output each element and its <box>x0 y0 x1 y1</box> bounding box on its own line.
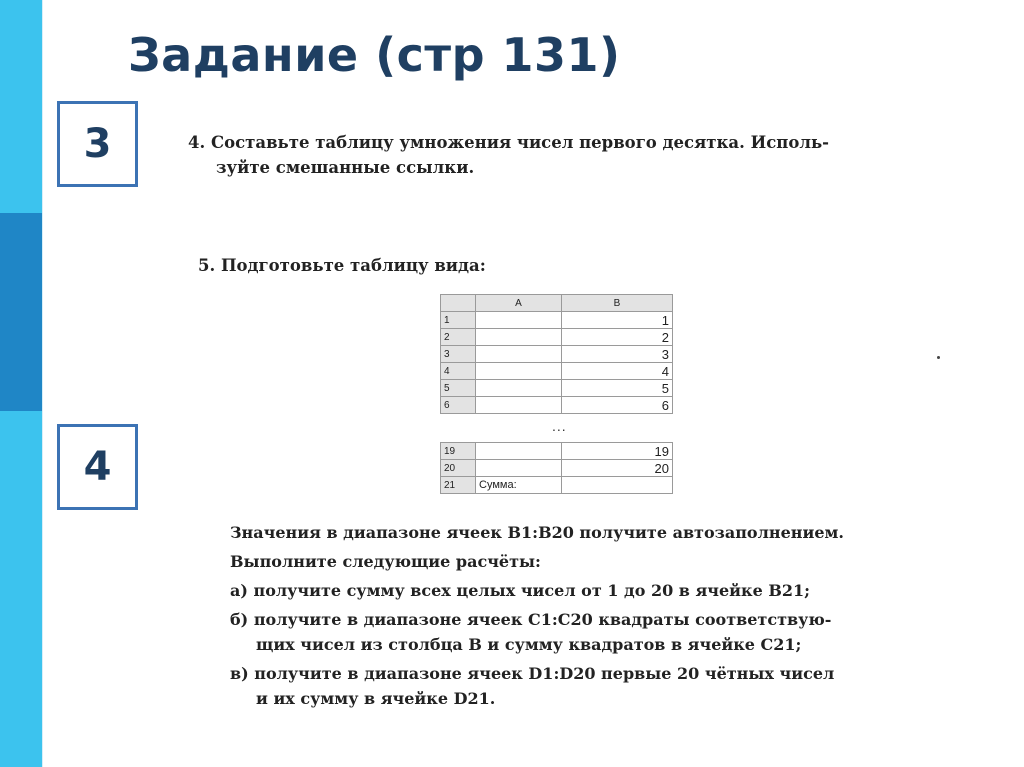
sheet-row <box>441 312 673 329</box>
cell-b: 19 <box>562 443 673 460</box>
spreadsheet-bottom <box>440 442 673 494</box>
row-number-cell: 1 <box>441 312 476 329</box>
sheet-row <box>441 443 673 460</box>
cell-b: 5 <box>562 380 673 397</box>
task-5-heading: 5. Подготовьте таблицу вида: <box>198 256 486 275</box>
sheet-row <box>441 346 673 363</box>
sheet-row <box>441 380 673 397</box>
corner-cell <box>441 295 476 312</box>
row-number-cell: 20 <box>441 460 476 477</box>
cell-b: 20 <box>562 460 673 477</box>
instruction-b-line-2: щих чисел из столбца B и сумму квадратов в ячейке C21; <box>256 635 802 654</box>
cell-a <box>476 443 562 460</box>
cell-a: Сумма: <box>476 477 562 494</box>
instruction-autofill: Значения в диапазоне ячеек B1:B20 получите автозаполнением. <box>230 523 844 542</box>
task-5-instructions <box>230 520 970 715</box>
instruction-calc-heading: Выполните следующие расчёты: <box>230 552 541 571</box>
sheet-row <box>441 397 673 414</box>
row-number-cell: 3 <box>441 346 476 363</box>
spreadsheet-top <box>440 294 673 414</box>
sheet-row <box>441 329 673 346</box>
cell-b: 6 <box>562 397 673 414</box>
column-header-b: B <box>562 295 673 312</box>
row-number-cell: 5 <box>441 380 476 397</box>
stray-dot <box>937 356 940 359</box>
instruction-c <box>230 661 970 711</box>
cell-b: 2 <box>562 329 673 346</box>
row-number-cell: 21 <box>441 477 476 494</box>
sidebar-edge <box>42 0 43 767</box>
cell-a <box>476 312 562 329</box>
task-4-line-2: зуйте смешанные ссылки. <box>216 158 475 177</box>
instruction-c-line-1: в) получите в диапазоне ячеек D1:D20 первые 20 чётных чисел <box>230 664 835 683</box>
cell-a <box>476 363 562 380</box>
rows-ellipsis: ... <box>552 418 567 434</box>
cell-b <box>562 477 673 494</box>
column-header-a: A <box>476 295 562 312</box>
instruction-c-line-2: и их сумму в ячейке D21. <box>256 689 496 708</box>
row-number-cell: 19 <box>441 443 476 460</box>
cell-a <box>476 460 562 477</box>
row-number-cell: 4 <box>441 363 476 380</box>
row-number-cell: 6 <box>441 397 476 414</box>
sheet-row <box>441 460 673 477</box>
instruction-a: а) получите сумму всех целых чисел от 1 до 20 в ячейке B21; <box>230 581 811 600</box>
instruction-b-line-1: б) получите в диапазоне ячеек C1:C20 квадраты соответствую- <box>230 610 832 629</box>
cell-a <box>476 346 562 363</box>
cell-b: 1 <box>562 312 673 329</box>
cell-a <box>476 397 562 414</box>
task-4-line-1: 4. Составьте таблицу умножения чисел первого десятка. Исполь- <box>188 133 830 152</box>
cell-b: 3 <box>562 346 673 363</box>
task-number-box-4: 4 <box>57 424 138 510</box>
cell-a <box>476 329 562 346</box>
cell-a <box>476 380 562 397</box>
cell-b: 4 <box>562 363 673 380</box>
task-number-box-3: 3 <box>57 101 138 187</box>
sheet-row <box>441 477 673 494</box>
sidebar-accent-block <box>0 213 42 411</box>
sheet-row <box>441 363 673 380</box>
task-4-text <box>188 130 958 180</box>
row-number-cell: 2 <box>441 329 476 346</box>
page-title: Задание (стр 131) <box>128 28 621 82</box>
instruction-b <box>230 607 970 657</box>
sheet-header-row <box>441 295 673 312</box>
